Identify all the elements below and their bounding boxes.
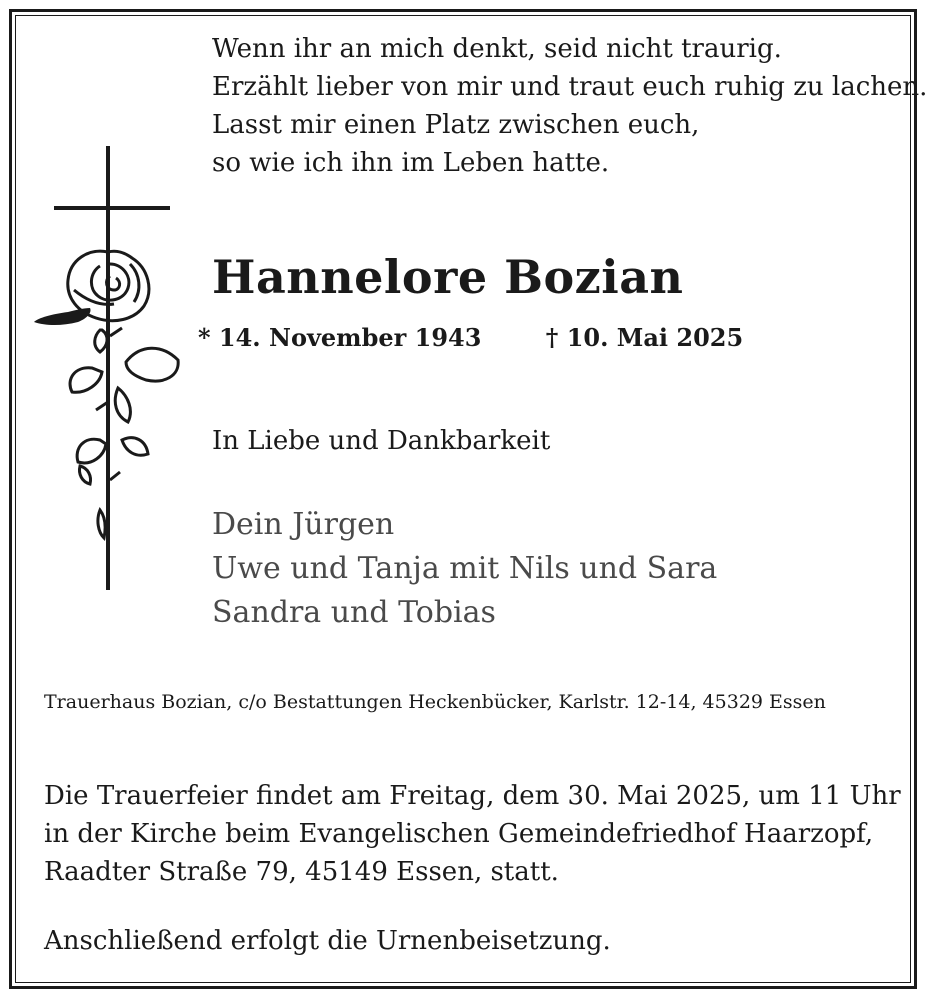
ceremony-line: in der Kirche beim Evangelischen Gemeindefriedhof Haarzopf,: [44, 819, 874, 849]
family-member: Dein Jürgen: [212, 507, 395, 542]
life-dates: [198, 323, 743, 352]
burial-info: Anschließend erfolgt die Urnenbeisetzung.: [44, 926, 611, 956]
poem-line: Wenn ihr an mich denkt, seid nicht traurig.: [212, 34, 782, 64]
deceased-name: Hannelore Bozian: [212, 250, 684, 304]
poem: [212, 30, 927, 182]
ceremony-line: Raadter Straße 79, 45149 Essen, statt.: [44, 857, 559, 887]
ceremony-line: Die Trauerfeier findet am Freitag, dem 30. Mai 2025, um 11 Uhr: [44, 781, 901, 811]
family-member: Sandra und Tobias: [212, 595, 496, 630]
family-member: Uwe und Tanja mit Nils und Sara: [212, 551, 718, 586]
family-list: [212, 503, 717, 635]
poem-line: Lasst mir einen Platz zwischen euch,: [212, 110, 700, 140]
poem-line: Erzählt lieber von mir und traut euch ruhig zu lachen.: [212, 72, 928, 102]
cross-with-rose-icon: [30, 140, 190, 600]
death-date: † 10. Mai 2025: [545, 323, 744, 352]
mourning-address: Trauerhaus Bozian, c/o Bestattungen Heckenbücker, Karlstr. 12-14, 45329 Essen: [44, 691, 826, 713]
poem-line: so wie ich ihn im Leben hatte.: [212, 148, 610, 178]
ceremony-info: [44, 777, 901, 891]
birth-date: * 14. November 1943: [198, 323, 482, 352]
dedication: In Liebe und Dankbarkeit: [212, 426, 551, 456]
